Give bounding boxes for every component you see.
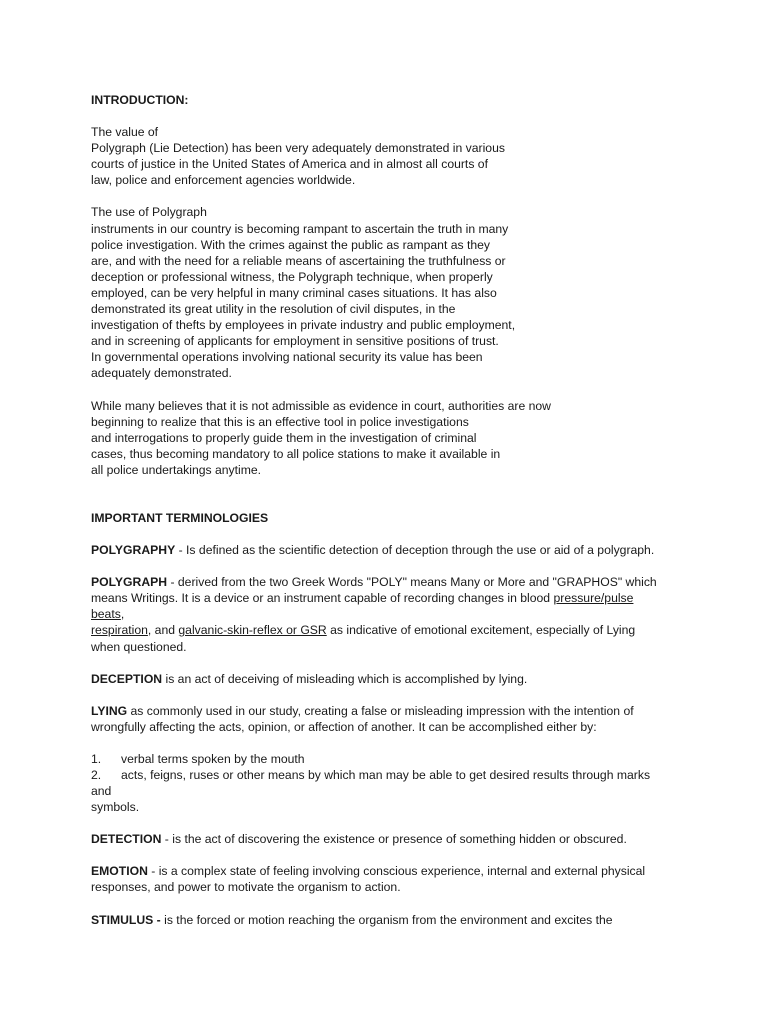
- term-label: POLYGRAPHY: [91, 543, 176, 558]
- term-label: DETECTION: [91, 832, 162, 847]
- list-text: verbal terms spoken by the mouth: [121, 751, 305, 766]
- term-text: is an act of deceiving of misleading which is accomplished by lying.: [162, 671, 528, 686]
- intro-paragraph-2: [91, 204, 691, 381]
- text-line: demonstrated its great utility in the resolution of civil disputes, in the: [91, 302, 456, 317]
- term-text: ,: [120, 607, 125, 622]
- term-text: - is a complex state of feeling involving conscious experience, internal and external physical: [147, 864, 646, 879]
- term-label: DECEPTION: [91, 671, 163, 686]
- underlined-text: respiration: [91, 623, 148, 638]
- text-line: all police undertakings anytime.: [91, 462, 262, 477]
- definition-deception: [91, 671, 691, 687]
- term-label: POLYGRAPH: [91, 575, 168, 590]
- definition-stimulus: [91, 912, 691, 928]
- underlined-text: galvanic-skin-reflex or GSR: [178, 623, 327, 638]
- list-item: [91, 767, 691, 783]
- term-text: is the forced or motion reaching the organism from the environment and excites the: [160, 912, 613, 927]
- underlined-text: beats: [91, 607, 121, 622]
- definition-emotion: [91, 863, 691, 895]
- term-text: means Writings. It is a device or an instrument capable of recording changes in blood: [91, 591, 554, 606]
- numbered-list: [91, 751, 691, 815]
- text-line: adequately demonstrated.: [91, 366, 232, 381]
- text-line: instruments in our country is becoming rampant to ascertain the truth in many: [91, 221, 509, 236]
- text-line: law, police and enforcement agencies worldwide.: [91, 173, 356, 188]
- term-text: - Is defined as the scientific detection of deception through the use or aid of a polygraph.: [175, 543, 655, 558]
- text-line: courts of justice in the United States of America and in almost all courts of: [91, 157, 488, 172]
- text-line: The use of Polygraph: [91, 205, 207, 220]
- definition-polygraph: [91, 574, 691, 654]
- text-line: In governmental operations involving national security its value has been: [91, 350, 483, 365]
- text-line: The value of: [91, 125, 159, 140]
- text-line: are, and with the need for a reliable means of ascertaining the truthfulness or: [91, 253, 506, 268]
- text-line: when questioned.: [91, 639, 187, 654]
- term-text: - is the act of discovering the existence or presence of something hidden or obscured.: [161, 832, 627, 847]
- term-label: EMOTION: [91, 864, 148, 879]
- term-text: as commonly used in our study, creating a false or misleading impression with the intention of: [127, 703, 634, 718]
- text-line: employed, can be very helpful in many criminal cases situations. It has also: [91, 285, 497, 300]
- text-line: and in screening of applicants for employment in sensitive positions of trust.: [91, 334, 499, 349]
- text-line: While many believes that it is not admissible as evidence in court, authorities are now: [91, 398, 551, 413]
- text-line: cases, thus becoming mandatory to all police stations to make it available in: [91, 446, 501, 461]
- definition-detection: [91, 831, 691, 847]
- list-number: 1.: [91, 751, 102, 766]
- list-text: acts, feigns, ruses or other means by which man may be able to get desired results through marks: [121, 768, 651, 782]
- text-line: symbols.: [91, 800, 140, 815]
- term-text: , and: [147, 623, 179, 638]
- document-page: [91, 92, 691, 928]
- text-line: police investigation. With the crimes against the public as rampant as they: [91, 237, 491, 252]
- text-line: deception or professional witness, the Polygraph technique, when properly: [91, 269, 493, 284]
- text-line: investigation of thefts by employees in private industry and public employment,: [91, 318, 516, 333]
- intro-paragraph-3: [91, 398, 691, 478]
- list-number: 2.: [91, 768, 102, 782]
- text-line: beginning to realize that this is an effective tool in police investigations: [91, 414, 469, 429]
- underlined-text: pressure/pulse: [553, 591, 634, 606]
- introduction-heading: INTRODUCTION:: [91, 93, 189, 107]
- list-item: [91, 751, 691, 767]
- definition-polygraphy: [91, 542, 691, 558]
- text-line: and interrogations to properly guide them in the investigation of criminal: [91, 430, 477, 445]
- term-text: as indicative of emotional excitement, especially of Lying: [326, 623, 636, 638]
- term-text: - derived from the two Greek Words "POLY" means Many or More and "GRAPHOS" which: [167, 575, 657, 590]
- intro-paragraph-1: [91, 124, 691, 188]
- text-line: responses, and power to motivate the organism to action.: [91, 880, 401, 895]
- definition-lying: [91, 703, 691, 735]
- text-line: and: [91, 784, 112, 799]
- terminologies-heading: IMPORTANT TERMINOLOGIES: [91, 510, 269, 525]
- term-label: LYING: [91, 703, 128, 718]
- text-line: wrongfully affecting the acts, opinion, or affection of another. It can be accomplished either by:: [91, 719, 597, 734]
- term-label: STIMULUS -: [91, 912, 161, 927]
- text-line: Polygraph (Lie Detection) has been very adequately demonstrated in various: [91, 141, 505, 156]
